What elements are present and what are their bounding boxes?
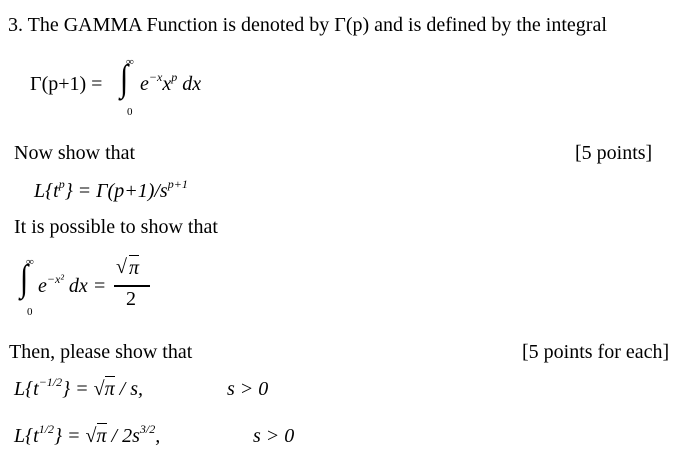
gamma-integrand: [140, 70, 202, 96]
task1-prompt: Now show that: [14, 142, 136, 164]
problem-intro: 3. The GAMMA Function is denoted by Γ(p) and is defined by the integral: [8, 14, 607, 36]
line1-mid: } =: [62, 378, 89, 400]
task2-prompt: Then, please show that: [9, 341, 193, 363]
line2-tail: / 2s: [111, 425, 140, 447]
task2-points: [5 points for each]: [522, 341, 670, 363]
integrand-base: e: [140, 73, 149, 95]
gaussian-differential: dx =: [68, 275, 107, 297]
gaussian-exponent: −x²: [46, 272, 64, 286]
integral-upper-limit: ∞: [126, 56, 134, 68]
task1-lhs-exponent: p: [58, 177, 65, 191]
task1-points: [5 points]: [575, 142, 653, 164]
gaussian-integrand: [38, 272, 107, 298]
line2-sqrt-icon: √: [85, 425, 97, 447]
differential: dx: [182, 73, 202, 95]
gaussian-denominator: 2: [126, 288, 136, 310]
line2-radicand: π: [96, 425, 107, 447]
integral-lower-limit: 0: [127, 106, 133, 118]
line1-condition: s > 0: [227, 378, 269, 400]
possible-prompt: It is possible to show that: [14, 216, 218, 238]
gaussian-lower-limit: 0: [27, 306, 33, 318]
line1-radicand: π: [104, 378, 115, 400]
gaussian-base: e: [38, 275, 47, 297]
gaussian-integral-sign-icon: ∫: [20, 257, 29, 299]
task2-line2: [14, 422, 161, 448]
sqrt-icon: √: [116, 256, 127, 278]
integrand-variable: x: [162, 73, 172, 95]
gaussian-upper-limit: ∞: [26, 256, 34, 268]
line2-tail-exponent: 3/2: [139, 422, 156, 436]
integral-sign-icon: ∫: [120, 57, 129, 99]
line2-mid: } =: [54, 425, 81, 447]
gaussian-numerator: π: [129, 257, 140, 279]
task1-formula: [34, 177, 188, 203]
line1-lhs: L{t: [14, 378, 39, 400]
line1-sqrt-icon: √: [93, 378, 105, 400]
line1-exponent: −1/2: [38, 375, 63, 389]
task2-line1: [14, 375, 143, 401]
line2-exponent: 1/2: [38, 422, 55, 436]
task1-mid: } = Γ(p+1)/s: [64, 180, 168, 202]
fraction-bar: [114, 285, 150, 287]
line1-tail: / s,: [119, 378, 143, 400]
line2-tail-end: ,: [155, 425, 161, 447]
gamma-lhs: Γ(p+1) =: [30, 73, 103, 95]
line2-condition: s > 0: [253, 425, 295, 447]
line2-lhs: L{t: [14, 425, 39, 447]
integrand-exponent: −x: [148, 70, 163, 84]
integrand-variable-exponent: p: [171, 70, 178, 84]
task1-lhs: L{t: [34, 180, 59, 202]
task1-rhs-exponent: p+1: [167, 177, 188, 191]
